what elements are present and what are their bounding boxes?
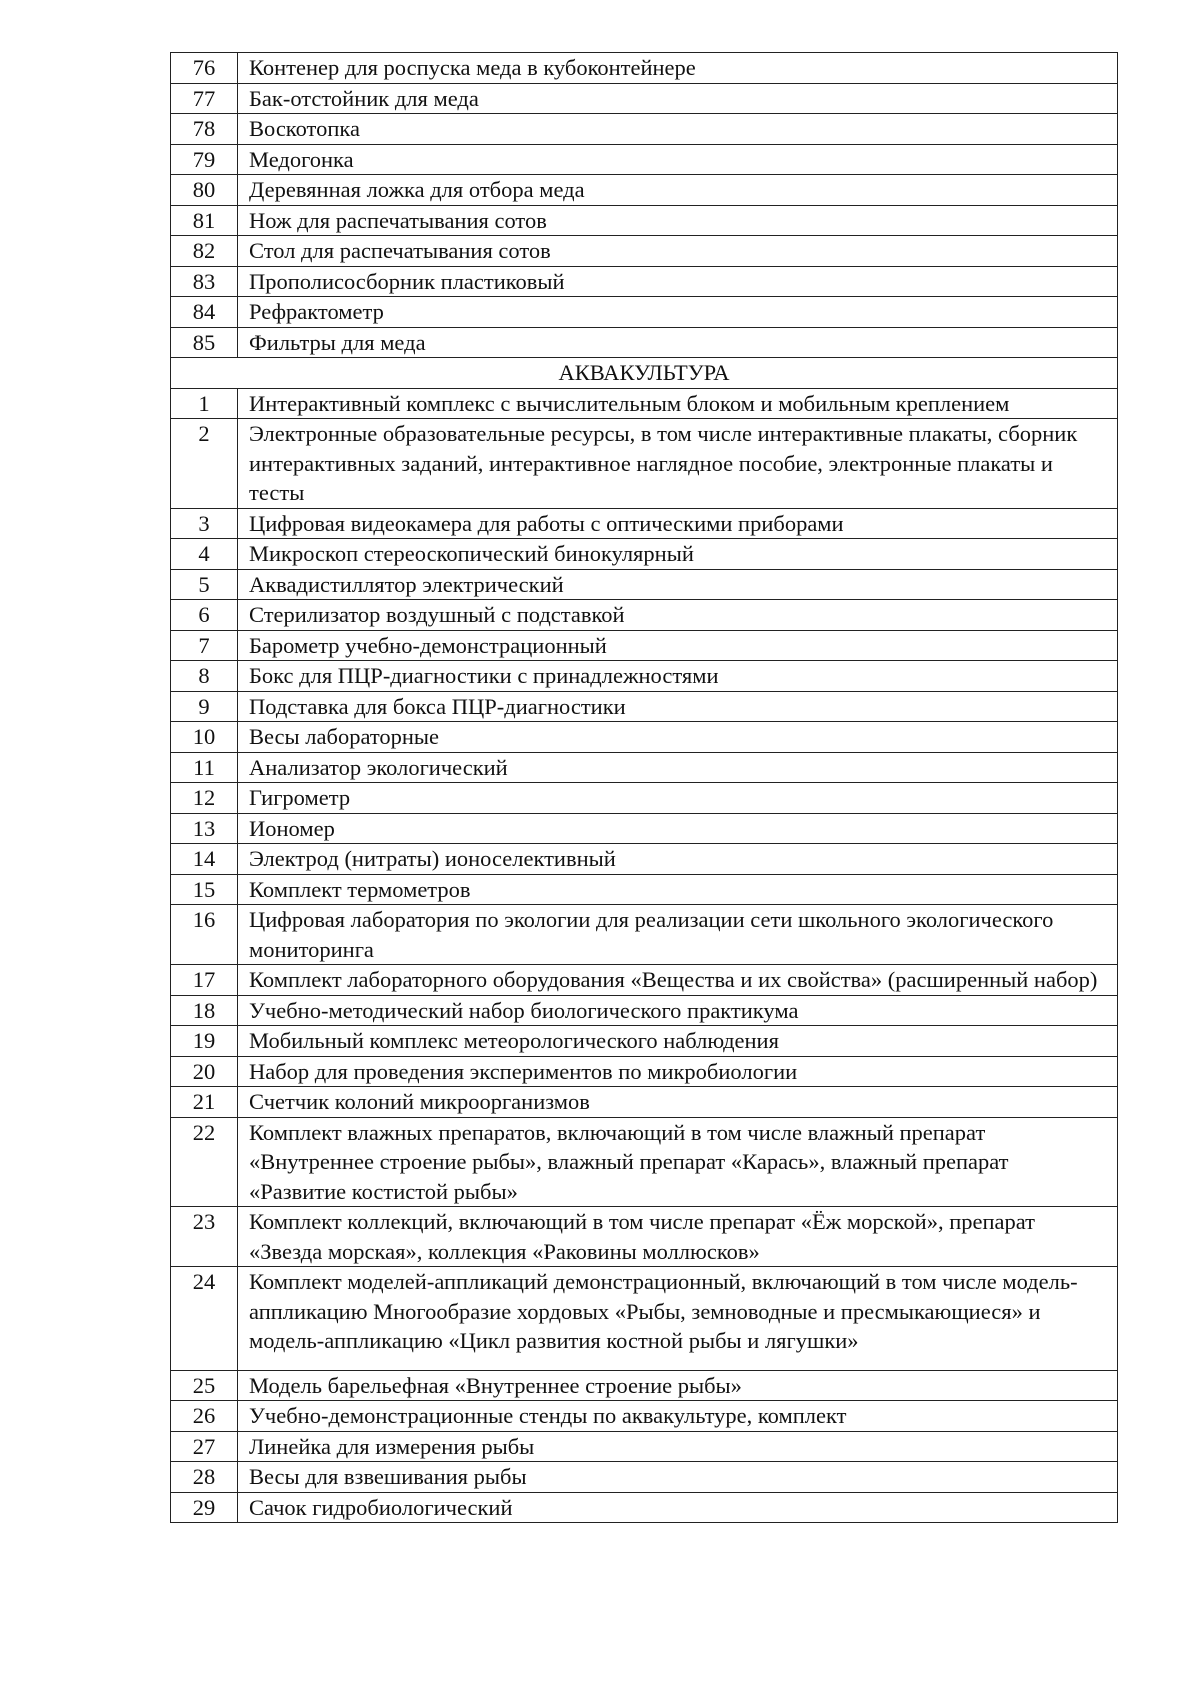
table-row [171,114,1118,145]
table-row [171,569,1118,600]
row-number: 18 [171,995,238,1026]
table-row [171,661,1118,692]
row-number: 78 [171,114,238,145]
table-row [171,327,1118,358]
row-name: Контенер для роспуска меда в кубоконтейнере [238,53,1118,84]
row-name: Электронные образовательные ресурсы, в том числе интерактивные плакаты, сборник интерактивных заданий, интерактивное наглядное пособие, электронные плакаты и тесты [238,419,1118,509]
row-name: Комплект термометров [238,874,1118,905]
document-page [170,52,1118,1523]
row-number: 17 [171,965,238,996]
row-name: Комплект влажных препаратов, включающий в том числе влажный препарат «Внутреннее строение рыбы», влажный препарат «Карась», влажный препарат «Развитие костистой рыбы» [238,1117,1118,1207]
row-name: Воскотопка [238,114,1118,145]
table-row [171,1462,1118,1493]
row-name: Интерактивный комплекс с вычислительным блоком и мобильным креплением [238,388,1118,419]
row-number: 5 [171,569,238,600]
table-row [171,1207,1118,1267]
row-name: Электрод (нитраты) ионоселективный [238,844,1118,875]
table-row [171,874,1118,905]
row-number: 7 [171,630,238,661]
table-row [171,388,1118,419]
table-row [171,1267,1118,1371]
table-row [171,419,1118,509]
table-row [171,205,1118,236]
row-name: Весы лабораторные [238,722,1118,753]
row-number: 10 [171,722,238,753]
row-number: 16 [171,905,238,965]
row-name: Барометр учебно-демонстрационный [238,630,1118,661]
row-number: 24 [171,1267,238,1371]
section-title: АКВАКУЛЬТУРА [171,358,1118,389]
table-row [171,752,1118,783]
row-number: 8 [171,661,238,692]
table-row [171,813,1118,844]
row-number: 82 [171,236,238,267]
table-row [171,630,1118,661]
table-row [171,508,1118,539]
row-number: 28 [171,1462,238,1493]
row-number: 6 [171,600,238,631]
row-name: Подставка для бокса ПЦР-диагностики [238,691,1118,722]
row-name: Иономер [238,813,1118,844]
row-number: 77 [171,83,238,114]
row-name: Нож для распечатывания сотов [238,205,1118,236]
row-number: 15 [171,874,238,905]
row-name: Микроскоп стереоскопический бинокулярный [238,539,1118,570]
row-name: Счетчик колоний микроорганизмов [238,1087,1118,1118]
table-row [171,1370,1118,1401]
row-name: Модель барельефная «Внутреннее строение рыбы» [238,1370,1118,1401]
table-row [171,1401,1118,1432]
row-name: Стол для распечатывания сотов [238,236,1118,267]
row-name: Бак-отстойник для меда [238,83,1118,114]
row-name: Цифровая видеокамера для работы с оптическими приборами [238,508,1118,539]
table-row [171,297,1118,328]
row-name: Анализатор экологический [238,752,1118,783]
table-row [171,600,1118,631]
table-row [171,905,1118,965]
row-name: Стерилизатор воздушный с подставкой [238,600,1118,631]
table-row [171,1492,1118,1523]
row-name: Сачок гидробиологический [238,1492,1118,1523]
row-number: 80 [171,175,238,206]
row-name: Рефрактометр [238,297,1118,328]
row-number: 81 [171,205,238,236]
row-name: Набор для проведения экспериментов по микробиологии [238,1056,1118,1087]
row-name: Комплект моделей-аппликаций демонстрационный, включающий в том числе модель-аппликацию Многообразие хордовых «Рыбы, земноводные и пресмыкающиеся» и модель-аппликацию «Цикл развития костной рыбы и лягушки» [238,1267,1118,1371]
equipment-table [170,52,1118,1523]
row-name: Гигрометр [238,783,1118,814]
table-row [171,995,1118,1026]
table-row [171,1117,1118,1207]
row-number: 25 [171,1370,238,1401]
row-number: 20 [171,1056,238,1087]
row-number: 9 [171,691,238,722]
row-number: 21 [171,1087,238,1118]
table-row [171,783,1118,814]
row-name: Мобильный комплекс метеорологического наблюдения [238,1026,1118,1057]
row-name: Весы для взвешивания рыбы [238,1462,1118,1493]
row-name: Цифровая лаборатория по экологии для реализации сети школьного экологического мониторинга [238,905,1118,965]
row-name: Комплект коллекций, включающий в том числе препарат «Ёж морской», препарат «Звезда морская», коллекция «Раковины моллюсков» [238,1207,1118,1267]
table-row [171,1056,1118,1087]
table-row [171,144,1118,175]
row-number: 23 [171,1207,238,1267]
table-row [171,722,1118,753]
row-name: Учебно-методический набор биологического практикума [238,995,1118,1026]
row-number: 19 [171,1026,238,1057]
row-number: 26 [171,1401,238,1432]
table-row [171,1026,1118,1057]
row-name: Комплект лабораторного оборудования «Вещества и их свойства» (расширенный набор) [238,965,1118,996]
row-number: 85 [171,327,238,358]
table-row [171,844,1118,875]
row-number: 11 [171,752,238,783]
row-number: 2 [171,419,238,509]
row-name: Прополисосборник пластиковый [238,266,1118,297]
table-row [171,236,1118,267]
row-number: 1 [171,388,238,419]
row-number: 79 [171,144,238,175]
table-row [171,83,1118,114]
section-row [171,358,1118,389]
row-name: Медогонка [238,144,1118,175]
row-name: Линейка для измерения рыбы [238,1431,1118,1462]
row-name: Деревянная ложка для отбора меда [238,175,1118,206]
row-name: Учебно-демонстрационные стенды по аквакультуре, комплект [238,1401,1118,1432]
row-number: 84 [171,297,238,328]
row-name: Фильтры для меда [238,327,1118,358]
row-number: 12 [171,783,238,814]
table-row [171,539,1118,570]
table-row [171,1431,1118,1462]
row-number: 14 [171,844,238,875]
row-number: 22 [171,1117,238,1207]
table-row [171,1087,1118,1118]
table-row [171,175,1118,206]
table-row [171,53,1118,84]
row-number: 13 [171,813,238,844]
row-number: 3 [171,508,238,539]
row-number: 29 [171,1492,238,1523]
row-number: 76 [171,53,238,84]
table-row [171,965,1118,996]
table-row [171,691,1118,722]
row-name: Бокс для ПЦР-диагностики с принадлежностями [238,661,1118,692]
row-name: Аквадистиллятор электрический [238,569,1118,600]
row-number: 4 [171,539,238,570]
row-number: 27 [171,1431,238,1462]
table-row [171,266,1118,297]
row-number: 83 [171,266,238,297]
